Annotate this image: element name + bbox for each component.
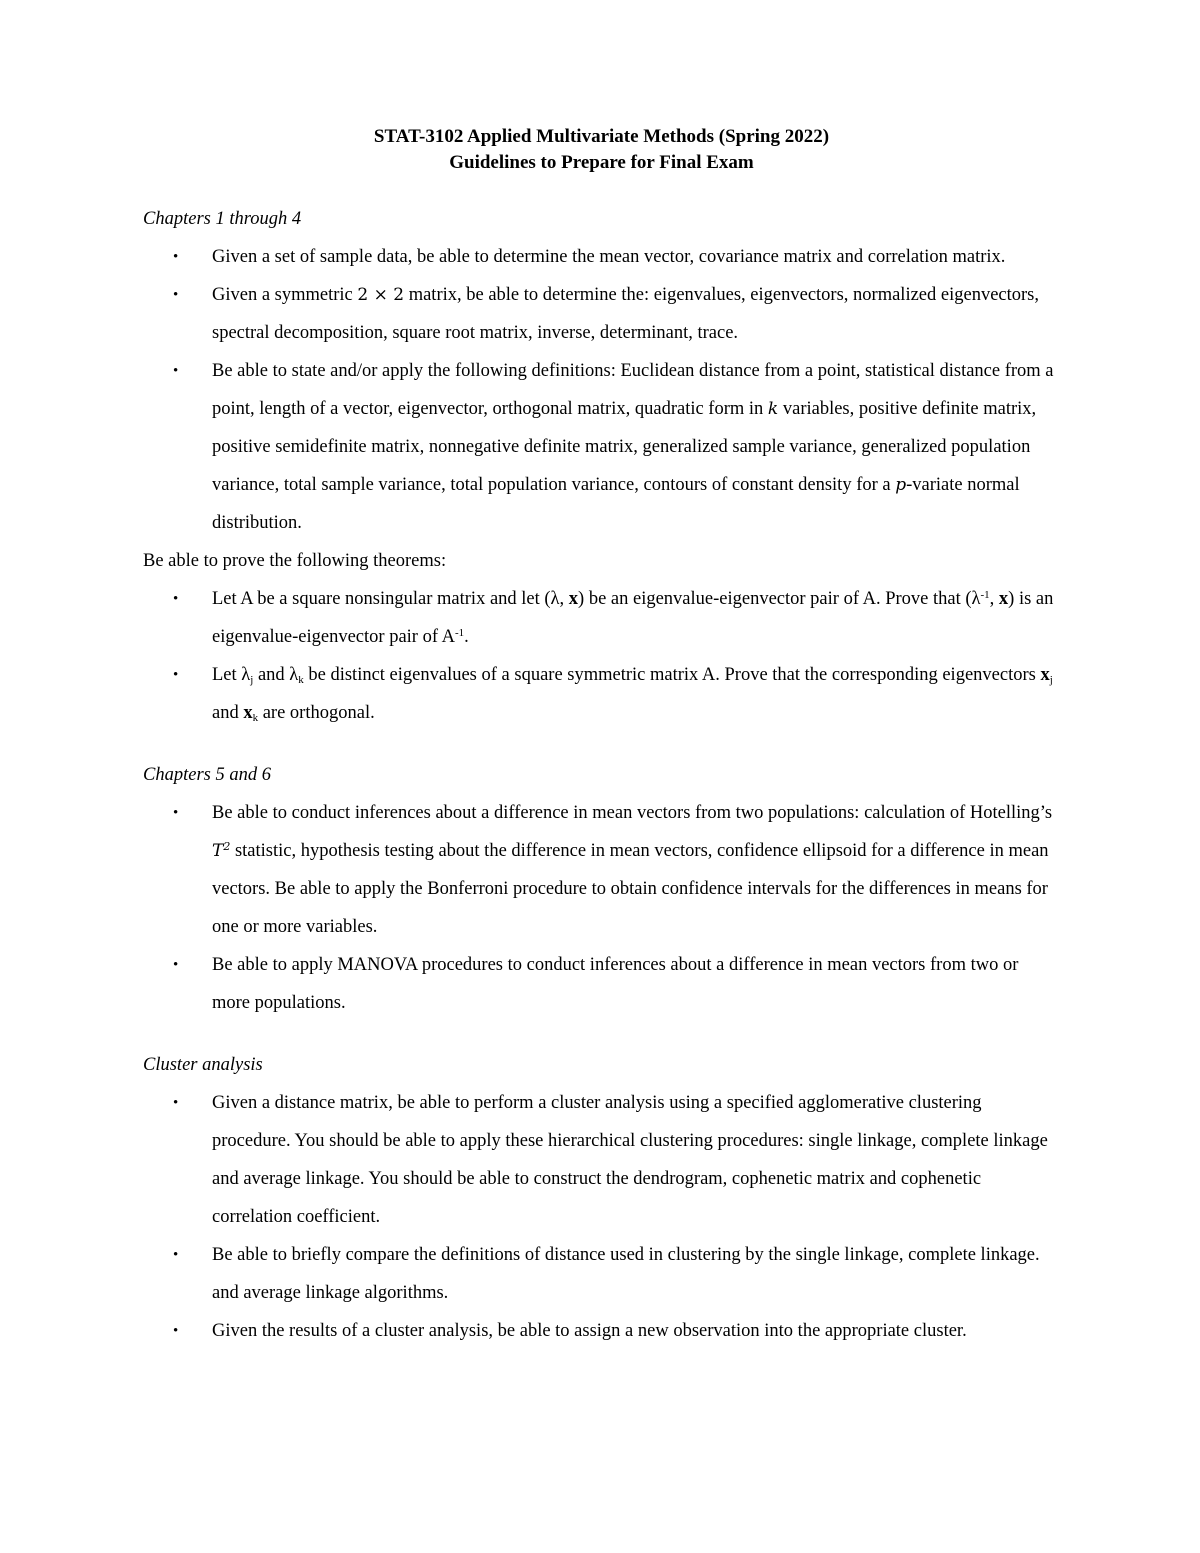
list-item: • Given a set of sample data, be able to determine the mean vector, covariance matrix and correlation matrix. xyxy=(143,238,1060,276)
bullet-icon: • xyxy=(173,249,179,265)
prove-intro: Be able to prove the following theorems: xyxy=(143,551,447,571)
bullet-icon: • xyxy=(173,667,179,683)
math-p: p xyxy=(895,475,907,495)
chapters-5-6-list xyxy=(143,794,1060,1022)
bullet-icon: • xyxy=(173,1247,179,1263)
math-matrix-size: 2 × 2 xyxy=(357,285,405,305)
cluster-analysis-list xyxy=(143,1084,1060,1350)
list-item: • Given a symmetric 2 × 2 matrix, be able to determine the: eigenvalues, eigenvectors, normalized eigenvectors, spectral decomposition, square root matrix, inverse, determinant, trace. xyxy=(143,276,1060,352)
bullet-icon: • xyxy=(173,957,179,973)
list-item: • Given a distance matrix, be able to perform a cluster analysis using a specified agglomerative clustering procedure. You should be able to apply these hierarchical clustering procedures: single linkage, complete linkage and average linkage. You should be able to construct the dendrogram, cophenetic matrix and cophenetic correlation coefficient. xyxy=(143,1084,1060,1236)
list-item: • Be able to briefly compare the definitions of distance used in clustering by the single linkage, complete linkage. and average linkage algorithms. xyxy=(143,1236,1060,1312)
list-item: • Be able to apply MANOVA procedures to conduct inferences about a difference in mean vectors from two or more populations. xyxy=(143,946,1060,1022)
list-item: • Let A be a square nonsingular matrix and let (λ, x) be an eigenvalue-eigenvector pair of A. Prove that ($\lambda^{-1}$, x) is an eigenvalue-eigenvector pair of $A^{-1}$. xyxy=(143,580,1060,656)
theorems-list xyxy=(143,580,1060,732)
section-heading-cluster-analysis: Cluster analysis xyxy=(143,1055,263,1075)
document-title-line1: STAT-3102 Applied Multivariate Methods (Spring 2022) xyxy=(373,126,830,147)
section-heading-chapters-5-6: Chapters 5 and 6 xyxy=(143,765,271,785)
list-item: • Given the results of a cluster analysis, be able to assign a new observation into the appropriate cluster. xyxy=(143,1312,1060,1350)
math-k: k xyxy=(767,399,779,419)
document-title-line2: Guidelines to Prepare for Final Exam xyxy=(449,152,754,173)
bullet-icon: • xyxy=(173,805,179,821)
bullet-icon: • xyxy=(173,1323,179,1339)
bullet-icon: • xyxy=(173,287,179,303)
section-heading-chapters-1-4: Chapters 1 through 4 xyxy=(143,209,302,229)
math-T-squared: $T^2$ xyxy=(212,840,231,861)
list-item: • Be able to conduct inferences about a difference in mean vectors from two populations: calculation of Hotelling’s $T^2$ statistic, hypothesis testing about the difference in mean vectors, confidence ellipsoid for a difference in mean vectors. Be able to apply the Bonferroni procedure to obtain confidence intervals for the differences in means for one or more variables. xyxy=(143,794,1060,946)
bullet-icon: • xyxy=(173,363,179,379)
list-item: • Let $\lambda_j$ and $\lambda_k$ be distinct eigenvalues of a square symmetric matrix A. Prove that the corresponding eigenvectors $x_j$ and $x_k$ are orthogonal. xyxy=(143,656,1060,732)
bullet-icon: • xyxy=(173,1095,179,1111)
list-item: • Be able to state and/or apply the following definitions: Euclidean distance from a point, statistical distance from a point, length of a vector, eigenvector, orthogonal matrix, quadratic form in k variables, positive definite matrix, positive semidefinite matrix, nonnegative definite matrix, generalized sample variance, generalized population variance, total sample variance, total population variance, contours of constant density for a p-variate normal distribution. xyxy=(143,352,1060,542)
chapters-1-4-list xyxy=(143,238,1060,542)
bullet-icon: • xyxy=(173,591,179,607)
